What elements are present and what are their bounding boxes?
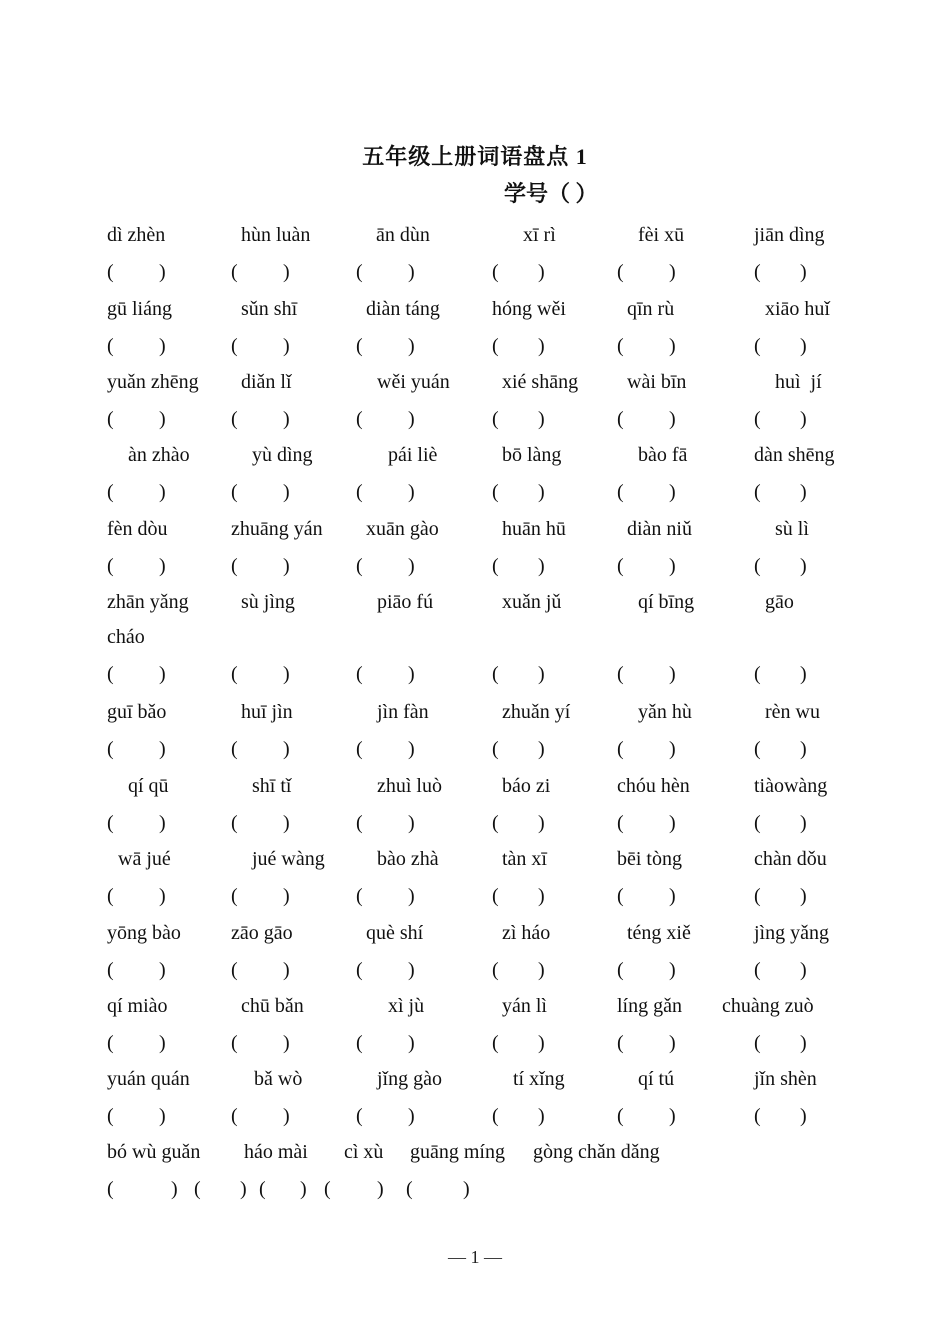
paren-open: ( <box>324 1178 331 1200</box>
paren-close: ) <box>669 335 676 357</box>
pinyin-word: piāo fú <box>377 591 434 613</box>
paren-close: ) <box>800 663 807 685</box>
paren-close: ) <box>408 261 415 283</box>
paren-close: ) <box>538 885 545 907</box>
paren-open: ( <box>231 408 238 430</box>
paren-open: ( <box>617 1105 624 1127</box>
pinyin-word: jiān dìng <box>754 224 825 246</box>
answer-row <box>0 404 950 434</box>
pinyin-word: zhuāng yán <box>231 518 323 540</box>
answer-row <box>0 477 950 507</box>
paren-open: ( <box>492 663 499 685</box>
paren-open: ( <box>107 959 114 981</box>
paren-close: ) <box>538 663 545 685</box>
paren-close: ) <box>538 408 545 430</box>
paren-open: ( <box>754 959 761 981</box>
pinyin-word: cì xù <box>344 1141 384 1163</box>
pinyin-row <box>0 697 950 727</box>
pinyin-word: qí tú <box>638 1068 675 1090</box>
paren-close: ) <box>159 335 166 357</box>
pinyin-row <box>0 844 950 874</box>
paren-close: ) <box>300 1178 307 1200</box>
paren-close: ) <box>800 1105 807 1127</box>
answer-row <box>0 257 950 287</box>
paren-close: ) <box>538 261 545 283</box>
paren-open: ( <box>356 261 363 283</box>
pinyin-word: qí bīng <box>638 591 695 613</box>
answer-row <box>0 808 950 838</box>
paren-open: ( <box>754 663 761 685</box>
pinyin-word: chàn dǒu <box>754 848 827 870</box>
paren-open: ( <box>356 959 363 981</box>
paren-close: ) <box>283 959 290 981</box>
pinyin-word: hùn luàn <box>241 224 311 246</box>
pinyin-word: yōng bào <box>107 922 181 944</box>
pinyin-row <box>0 367 950 397</box>
pinyin-word: tiàowàng <box>754 775 828 797</box>
pinyin-word: rèn wu <box>765 701 820 723</box>
paren-close: ) <box>408 812 415 834</box>
paren-close: ) <box>283 408 290 430</box>
paren-close: ) <box>171 1178 178 1200</box>
pinyin-word: zāo gāo <box>231 922 293 944</box>
pinyin-word: jǐng gào <box>377 1068 442 1090</box>
paren-open: ( <box>356 812 363 834</box>
pinyin-word: jìng yǎng <box>754 922 829 944</box>
pinyin-word: diǎn lǐ <box>241 371 292 393</box>
paren-close: ) <box>669 812 676 834</box>
paren-close: ) <box>669 738 676 760</box>
paren-close: ) <box>538 481 545 503</box>
paren-close: ) <box>800 812 807 834</box>
pinyin-word: tàn xī <box>502 848 547 870</box>
pinyin-word: xié shāng <box>502 371 579 393</box>
paren-close: ) <box>159 959 166 981</box>
paren-close: ) <box>538 335 545 357</box>
pinyin-word: xuǎn jǔ <box>502 591 562 613</box>
answer-row <box>0 659 950 689</box>
pinyin-word: yù dìng <box>252 444 313 466</box>
paren-open: ( <box>754 555 761 577</box>
paren-close: ) <box>283 663 290 685</box>
pinyin-word: chóu hèn <box>617 775 690 797</box>
paren-close: ) <box>408 663 415 685</box>
pinyin-row <box>0 440 950 470</box>
pinyin-word: bó wù guǎn <box>107 1141 201 1163</box>
paren-open: ( <box>356 663 363 685</box>
paren-close: ) <box>159 261 166 283</box>
paren-open: ( <box>617 335 624 357</box>
pinyin-word: jìn fàn <box>377 701 429 723</box>
paren-open: ( <box>356 1105 363 1127</box>
answer-row <box>0 734 950 764</box>
pinyin-row <box>0 1064 950 1094</box>
paren-open: ( <box>356 1032 363 1054</box>
paren-close: ) <box>283 555 290 577</box>
paren-open: ( <box>107 1032 114 1054</box>
page-title: 五年级上册词语盘点 1 <box>362 144 588 169</box>
paren-close: ) <box>800 738 807 760</box>
paren-open: ( <box>617 885 624 907</box>
answer-row-last <box>0 1174 950 1204</box>
paren-open: ( <box>617 261 624 283</box>
answer-row <box>0 551 950 581</box>
pinyin-word: shī tǐ <box>252 775 292 797</box>
paren-open: ( <box>617 738 624 760</box>
pinyin-word: báo zi <box>502 775 551 797</box>
pinyin-word: líng gǎn <box>617 995 682 1017</box>
paren-close: ) <box>240 1178 247 1200</box>
paren-close: ) <box>538 555 545 577</box>
paren-open: ( <box>259 1178 266 1200</box>
paren-open: ( <box>492 1032 499 1054</box>
paren-close: ) <box>283 1032 290 1054</box>
paren-open: ( <box>356 335 363 357</box>
paren-close: ) <box>408 1105 415 1127</box>
paren-close: ) <box>800 1032 807 1054</box>
paren-open: ( <box>194 1178 201 1200</box>
paren-open: ( <box>492 261 499 283</box>
pinyin-word: chū bǎn <box>241 995 304 1017</box>
pinyin-word: gòng chǎn dǎng <box>533 1141 660 1163</box>
pinyin-word: qí miào <box>107 995 168 1017</box>
paren-open: ( <box>492 408 499 430</box>
answer-row <box>0 881 950 911</box>
paren-close: ) <box>538 812 545 834</box>
pinyin-word: sǔn shī <box>241 298 298 320</box>
paren-close: ) <box>283 335 290 357</box>
pinyin-word: yán lì <box>502 995 547 1017</box>
pinyin-word: zhān yǎng <box>107 591 189 613</box>
pinyin-word: fèi xū <box>638 224 685 246</box>
paren-open: ( <box>356 738 363 760</box>
pinyin-word: àn zhào <box>128 444 190 466</box>
paren-open: ( <box>492 481 499 503</box>
pinyin-word: bō làng <box>502 444 562 466</box>
pinyin-word: jǐn shèn <box>754 1068 817 1090</box>
paren-close: ) <box>408 555 415 577</box>
paren-open: ( <box>617 555 624 577</box>
pinyin-word: gū liáng <box>107 298 172 320</box>
paren-close: ) <box>283 1105 290 1127</box>
paren-close: ) <box>283 885 290 907</box>
paren-close: ) <box>800 481 807 503</box>
paren-open: ( <box>754 812 761 834</box>
paren-open: ( <box>406 1178 413 1200</box>
pinyin-word: dàn shēng <box>754 444 835 466</box>
pinyin-word: xī rì <box>523 224 556 246</box>
paren-open: ( <box>617 663 624 685</box>
paren-open: ( <box>754 738 761 760</box>
paren-open: ( <box>617 959 624 981</box>
pinyin-word: wā jué <box>118 848 171 870</box>
paren-close: ) <box>669 1032 676 1054</box>
pinyin-word: guī bǎo <box>107 701 167 723</box>
paren-open: ( <box>492 1105 499 1127</box>
paren-close: ) <box>800 885 807 907</box>
paren-close: ) <box>800 959 807 981</box>
pinyin-word: diàn niǔ <box>627 518 692 540</box>
pinyin-word: bǎ wò <box>254 1068 303 1090</box>
paren-close: ) <box>408 885 415 907</box>
paren-open: ( <box>231 1032 238 1054</box>
paren-open: ( <box>492 959 499 981</box>
pinyin-row <box>0 294 950 324</box>
paren-open: ( <box>617 1032 624 1054</box>
answer-row <box>0 1028 950 1058</box>
pinyin-word: yuán quán <box>107 1068 190 1090</box>
pinyin-word: zì háo <box>502 922 551 944</box>
paren-open: ( <box>107 812 114 834</box>
paren-close: ) <box>800 261 807 283</box>
pinyin-row-wrap <box>0 622 950 652</box>
paren-close: ) <box>408 1032 415 1054</box>
paren-open: ( <box>231 959 238 981</box>
pinyin-word: sù lì <box>775 518 809 540</box>
pinyin-word: xuān gào <box>366 518 439 540</box>
paren-open: ( <box>754 408 761 430</box>
paren-open: ( <box>617 481 624 503</box>
paren-close: ) <box>283 738 290 760</box>
pinyin-word: háo mài <box>244 1141 308 1163</box>
paren-open: ( <box>107 261 114 283</box>
pinyin-word: bào zhà <box>377 848 439 870</box>
paren-close: ) <box>669 481 676 503</box>
paren-open: ( <box>231 663 238 685</box>
paren-close: ) <box>538 1105 545 1127</box>
pinyin-word: huī jìn <box>241 701 293 723</box>
paren-close: ) <box>800 335 807 357</box>
pinyin-row <box>0 771 950 801</box>
pinyin-word: dì zhèn <box>107 224 166 246</box>
pinyin-word: fèn dòu <box>107 518 168 540</box>
pinyin-word: zhuǎn yí <box>502 701 571 723</box>
paren-close: ) <box>669 1105 676 1127</box>
paren-close: ) <box>159 555 166 577</box>
paren-close: ) <box>159 1105 166 1127</box>
answer-row <box>0 1101 950 1131</box>
paren-open: ( <box>231 335 238 357</box>
paren-close: ) <box>159 738 166 760</box>
pinyin-word: gāo <box>765 591 794 613</box>
paren-open: ( <box>107 885 114 907</box>
paren-open: ( <box>356 408 363 430</box>
paren-open: ( <box>356 481 363 503</box>
paren-open: ( <box>492 738 499 760</box>
pinyin-word: xiāo huǐ <box>765 298 830 320</box>
paren-open: ( <box>754 481 761 503</box>
paren-close: ) <box>159 663 166 685</box>
pinyin-word: huì jí <box>775 371 822 393</box>
paren-close: ) <box>800 408 807 430</box>
paren-open: ( <box>231 481 238 503</box>
paren-open: ( <box>231 738 238 760</box>
pinyin-word: bào fā <box>638 444 688 466</box>
paren-open: ( <box>107 738 114 760</box>
pinyin-row <box>0 514 950 544</box>
paren-open: ( <box>107 555 114 577</box>
paren-close: ) <box>408 408 415 430</box>
paren-close: ) <box>159 1032 166 1054</box>
pinyin-word: ān dùn <box>376 224 430 246</box>
pinyin-row-last <box>0 1137 950 1167</box>
paren-open: ( <box>231 555 238 577</box>
pinyin-word: qí qū <box>128 775 169 797</box>
paren-open: ( <box>492 555 499 577</box>
paren-close: ) <box>669 555 676 577</box>
pinyin-word: xì jù <box>388 995 425 1017</box>
paren-close: ) <box>283 812 290 834</box>
pinyin-word: huān hū <box>502 518 566 540</box>
pinyin-word: chuàng zuò <box>722 995 814 1017</box>
paren-open: ( <box>754 261 761 283</box>
pinyin-row <box>0 991 950 1021</box>
pinyin-row <box>0 587 950 617</box>
paren-close: ) <box>669 408 676 430</box>
paren-open: ( <box>754 1032 761 1054</box>
pinyin-row <box>0 220 950 250</box>
paren-close: ) <box>669 663 676 685</box>
paren-close: ) <box>159 812 166 834</box>
paren-close: ) <box>538 738 545 760</box>
pinyin-word: què shí <box>366 922 424 944</box>
pinyin-word: wěi yuán <box>377 371 450 393</box>
pinyin-word: téng xiě <box>627 922 691 944</box>
paren-open: ( <box>617 812 624 834</box>
answer-row <box>0 955 950 985</box>
paren-open: ( <box>231 261 238 283</box>
paren-open: ( <box>492 812 499 834</box>
paren-open: ( <box>754 1105 761 1127</box>
paren-open: ( <box>492 335 499 357</box>
paren-close: ) <box>408 959 415 981</box>
paren-close: ) <box>408 738 415 760</box>
pinyin-row <box>0 918 950 948</box>
paren-close: ) <box>377 1178 384 1200</box>
paren-close: ) <box>538 959 545 981</box>
paren-close: ) <box>669 885 676 907</box>
pinyin-word: jué wàng <box>252 848 325 870</box>
paren-open: ( <box>107 481 114 503</box>
pinyin-word: bēi tòng <box>617 848 682 870</box>
pinyin-word: guāng míng <box>410 1141 505 1163</box>
pinyin-word: yǎn hù <box>638 701 692 723</box>
student-id-field: 学号（ ） <box>504 181 598 206</box>
pinyin-word: yuǎn zhēng <box>107 371 199 393</box>
paren-close: ) <box>669 959 676 981</box>
paren-open: ( <box>107 335 114 357</box>
pinyin-word: hóng wěi <box>492 298 566 320</box>
paren-close: ) <box>408 335 415 357</box>
paren-open: ( <box>754 335 761 357</box>
paren-open: ( <box>107 1105 114 1127</box>
pinyin-word: cháo <box>107 626 145 648</box>
paren-close: ) <box>159 408 166 430</box>
paren-close: ) <box>463 1178 470 1200</box>
paren-close: ) <box>408 481 415 503</box>
page-number: — 1 — <box>448 1247 502 1267</box>
paren-close: ) <box>669 261 676 283</box>
paren-open: ( <box>107 408 114 430</box>
pinyin-word: diàn táng <box>366 298 440 320</box>
paren-open: ( <box>492 885 499 907</box>
pinyin-word: pái liè <box>388 444 438 466</box>
paren-open: ( <box>231 812 238 834</box>
pinyin-word: sù jìng <box>241 591 295 613</box>
paren-open: ( <box>107 1178 114 1200</box>
paren-open: ( <box>107 663 114 685</box>
paren-close: ) <box>159 481 166 503</box>
paren-close: ) <box>538 1032 545 1054</box>
paren-close: ) <box>283 481 290 503</box>
paren-close: ) <box>159 885 166 907</box>
paren-open: ( <box>356 555 363 577</box>
pinyin-word: zhuì luò <box>377 775 442 797</box>
paren-close: ) <box>283 261 290 283</box>
paren-close: ) <box>800 555 807 577</box>
answer-row <box>0 331 950 361</box>
paren-open: ( <box>617 408 624 430</box>
paren-open: ( <box>231 1105 238 1127</box>
pinyin-word: wài bīn <box>627 371 687 393</box>
pinyin-word: qīn rù <box>627 298 675 320</box>
paren-open: ( <box>231 885 238 907</box>
paren-open: ( <box>356 885 363 907</box>
paren-open: ( <box>754 885 761 907</box>
pinyin-word: tí xǐng <box>513 1068 565 1090</box>
